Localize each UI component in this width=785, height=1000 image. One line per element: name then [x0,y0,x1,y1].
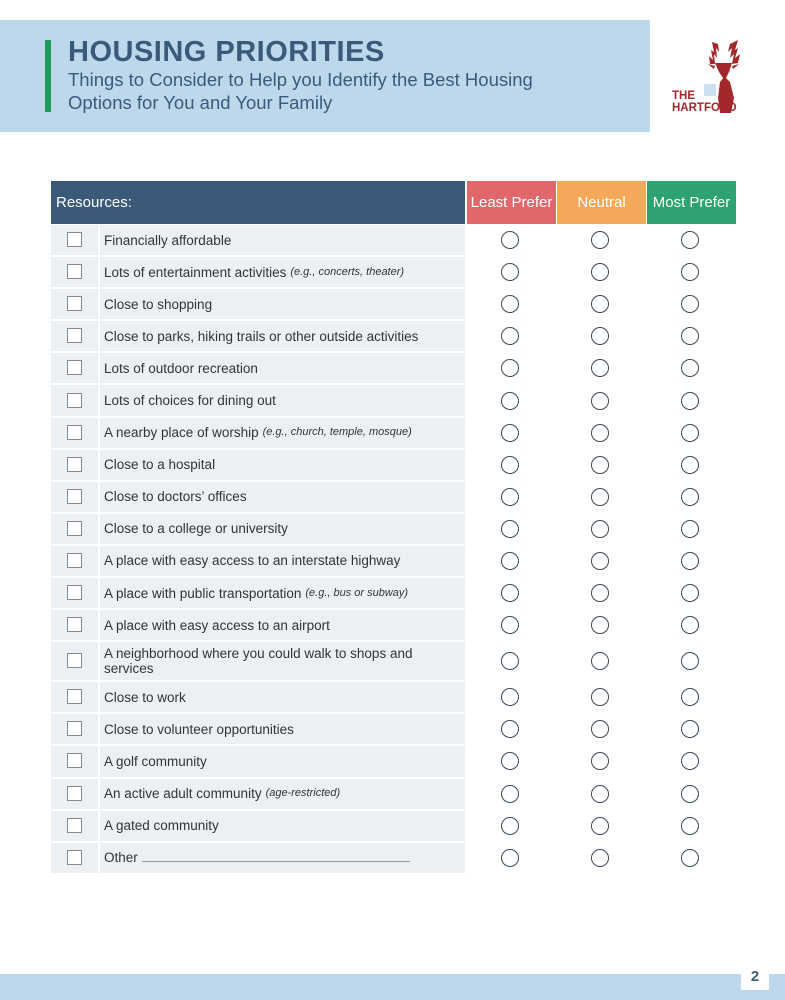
row-checkbox[interactable] [67,818,82,833]
row-label: Close to a college or university [104,521,288,537]
neutral-radio[interactable] [591,752,609,770]
row-label: A gated community [104,818,219,834]
neutral-radio[interactable] [591,392,609,410]
row-label-cell [100,682,465,712]
row-label-cell [100,746,465,776]
checkbox-cell [51,546,98,576]
row-label: Close to a hospital [104,457,216,473]
checkbox-cell [51,642,98,680]
row-label: A nearby place of worship [104,425,259,441]
least-prefer-radio[interactable] [501,688,519,706]
row-label-cell [100,546,465,576]
row-label-cell [100,225,465,255]
checkbox-cell [51,257,98,287]
neutral-header: Neutral [557,181,646,224]
row-label: Close to work [104,689,186,705]
least-prefer-radio[interactable] [501,359,519,377]
most-prefer-radio[interactable] [681,295,699,313]
row-note: (age-restricted) [265,787,341,800]
other-write-in-line[interactable] [142,853,410,862]
most-prefer-radio[interactable] [681,424,699,442]
row-checkbox[interactable] [67,850,82,865]
neutral-radio[interactable] [591,616,609,634]
least-prefer-radio[interactable] [501,652,519,670]
row-label: Close to shopping [104,296,213,312]
least-prefer-radio[interactable] [501,231,519,249]
neutral-radio[interactable] [591,652,609,670]
row-label: A place with easy access to an interstate highway [104,553,401,569]
row-checkbox[interactable] [67,521,82,536]
neutral-radio[interactable] [591,231,609,249]
checkbox-cell [51,225,98,255]
most-prefer-radio[interactable] [681,359,699,377]
neutral-radio[interactable] [591,456,609,474]
checkbox-cell [51,578,98,608]
checkbox-cell [51,746,98,776]
neutral-radio[interactable] [591,488,609,506]
most-prefer-radio[interactable] [681,392,699,410]
row-checkbox[interactable] [67,232,82,247]
neutral-radio[interactable] [591,817,609,835]
checkbox-cell [51,714,98,744]
checkbox-cell [51,321,98,351]
row-label: Lots of entertainment activities [104,264,287,280]
row-label: A place with public transportation [104,585,302,601]
least-prefer-radio[interactable] [501,295,519,313]
row-checkbox[interactable] [67,393,82,408]
resources-header: Resources: [51,181,465,224]
row-label-cell [100,418,465,448]
most-prefer-radio[interactable] [681,584,699,602]
checkbox-cell [51,779,98,809]
checkbox-cell [51,289,98,319]
least-prefer-radio[interactable] [501,817,519,835]
row-checkbox[interactable] [67,617,82,632]
checkbox-cell [51,385,98,415]
row-label-cell [100,353,465,383]
most-prefer-radio[interactable] [681,752,699,770]
row-label: Close to volunteer opportunities [104,721,294,737]
most-prefer-radio[interactable] [681,327,699,345]
row-label: Close to doctors’ offices [104,489,247,505]
most-prefer-radio[interactable] [681,263,699,281]
most-prefer-radio[interactable] [681,488,699,506]
neutral-radio[interactable] [591,520,609,538]
row-label-cell [100,811,465,841]
row-label-cell [100,321,465,351]
row-label-cell [100,714,465,744]
row-label-cell [100,779,465,809]
most-prefer-header: Most Prefer [647,181,736,224]
row-checkbox[interactable] [67,786,82,801]
logo-text-line1: THE [672,90,695,102]
checkbox-cell [51,418,98,448]
row-checkbox[interactable] [67,360,82,375]
most-prefer-radio[interactable] [681,520,699,538]
neutral-radio[interactable] [591,688,609,706]
row-checkbox[interactable] [67,653,82,668]
row-checkbox[interactable] [67,553,82,568]
row-checkbox[interactable] [67,425,82,440]
logo-text-line2: HARTFORD [672,102,737,114]
row-checkbox[interactable] [67,489,82,504]
row-label: An active adult community [104,786,262,802]
least-prefer-radio[interactable] [501,616,519,634]
row-label-cell [100,482,465,512]
row-label: A place with easy access to an airport [104,617,330,633]
neutral-radio[interactable] [591,295,609,313]
most-prefer-radio[interactable] [681,616,699,634]
row-checkbox[interactable] [67,296,82,311]
page-number: 2 [741,962,769,990]
checkbox-cell [51,682,98,712]
row-label: A neighborhood where you could walk to shops and services [104,646,413,677]
least-prefer-radio[interactable] [501,720,519,738]
neutral-radio[interactable] [591,424,609,442]
checkbox-cell [51,450,98,480]
least-prefer-radio[interactable] [501,424,519,442]
neutral-radio[interactable] [591,720,609,738]
row-label-cell [100,385,465,415]
most-prefer-radio[interactable] [681,552,699,570]
checkbox-cell [51,610,98,640]
row-label-cell [100,610,465,640]
least-prefer-radio[interactable] [501,392,519,410]
row-label: Lots of outdoor recreation [104,360,258,376]
header-accent-bar [45,40,51,112]
checkbox-cell [51,843,98,873]
row-note: (e.g., church, temple, mosque) [262,426,412,439]
page-title: HOUSING PRIORITIES [68,36,385,68]
neutral-radio[interactable] [591,263,609,281]
row-label-cell [100,514,465,544]
row-label: Other [104,850,138,866]
page-subtitle: Things to Consider to Help you Identify the Best Housing Options for You and Your Family [68,69,533,113]
most-prefer-radio[interactable] [681,720,699,738]
row-label-cell [100,289,465,319]
checkbox-cell [51,482,98,512]
least-prefer-radio[interactable] [501,488,519,506]
most-prefer-radio[interactable] [681,456,699,474]
row-label-cell [100,843,465,873]
least-prefer-radio[interactable] [501,849,519,867]
least-prefer-radio[interactable] [501,785,519,803]
brand-logo-text [672,90,752,114]
checkbox-cell [51,353,98,383]
most-prefer-radio[interactable] [681,688,699,706]
row-checkbox[interactable] [67,721,82,736]
neutral-radio[interactable] [591,359,609,377]
least-prefer-radio[interactable] [501,263,519,281]
row-note: (e.g., bus or subway) [305,586,409,599]
neutral-radio[interactable] [591,849,609,867]
neutral-radio[interactable] [591,552,609,570]
most-prefer-radio[interactable] [681,817,699,835]
row-checkbox[interactable] [67,457,82,472]
least-prefer-radio[interactable] [501,456,519,474]
row-note: (e.g., concerts, theater) [290,265,405,278]
row-checkbox[interactable] [67,585,82,600]
least-prefer-header: Least Prefer [467,181,556,224]
least-prefer-radio[interactable] [501,584,519,602]
row-label-cell [100,257,465,287]
row-label: A golf community [104,753,207,769]
most-prefer-radio[interactable] [681,652,699,670]
neutral-radio[interactable] [591,584,609,602]
checkbox-cell [51,514,98,544]
most-prefer-radio[interactable] [681,785,699,803]
most-prefer-radio[interactable] [681,849,699,867]
row-checkbox[interactable] [67,753,82,768]
least-prefer-radio[interactable] [501,520,519,538]
least-prefer-radio[interactable] [501,552,519,570]
row-checkbox[interactable] [67,264,82,279]
footer-band [0,974,785,1000]
row-label: Close to parks, hiking trails or other outside activities [104,328,419,344]
row-label: Lots of choices for dining out [104,393,276,409]
least-prefer-radio[interactable] [501,327,519,345]
row-label-cell [100,642,465,680]
row-label: Financially affordable [104,232,232,248]
row-label-cell [100,578,465,608]
neutral-radio[interactable] [591,327,609,345]
most-prefer-radio[interactable] [681,231,699,249]
row-checkbox[interactable] [67,689,82,704]
neutral-radio[interactable] [591,785,609,803]
row-label-cell [100,450,465,480]
checkbox-cell [51,811,98,841]
row-checkbox[interactable] [67,328,82,343]
least-prefer-radio[interactable] [501,752,519,770]
